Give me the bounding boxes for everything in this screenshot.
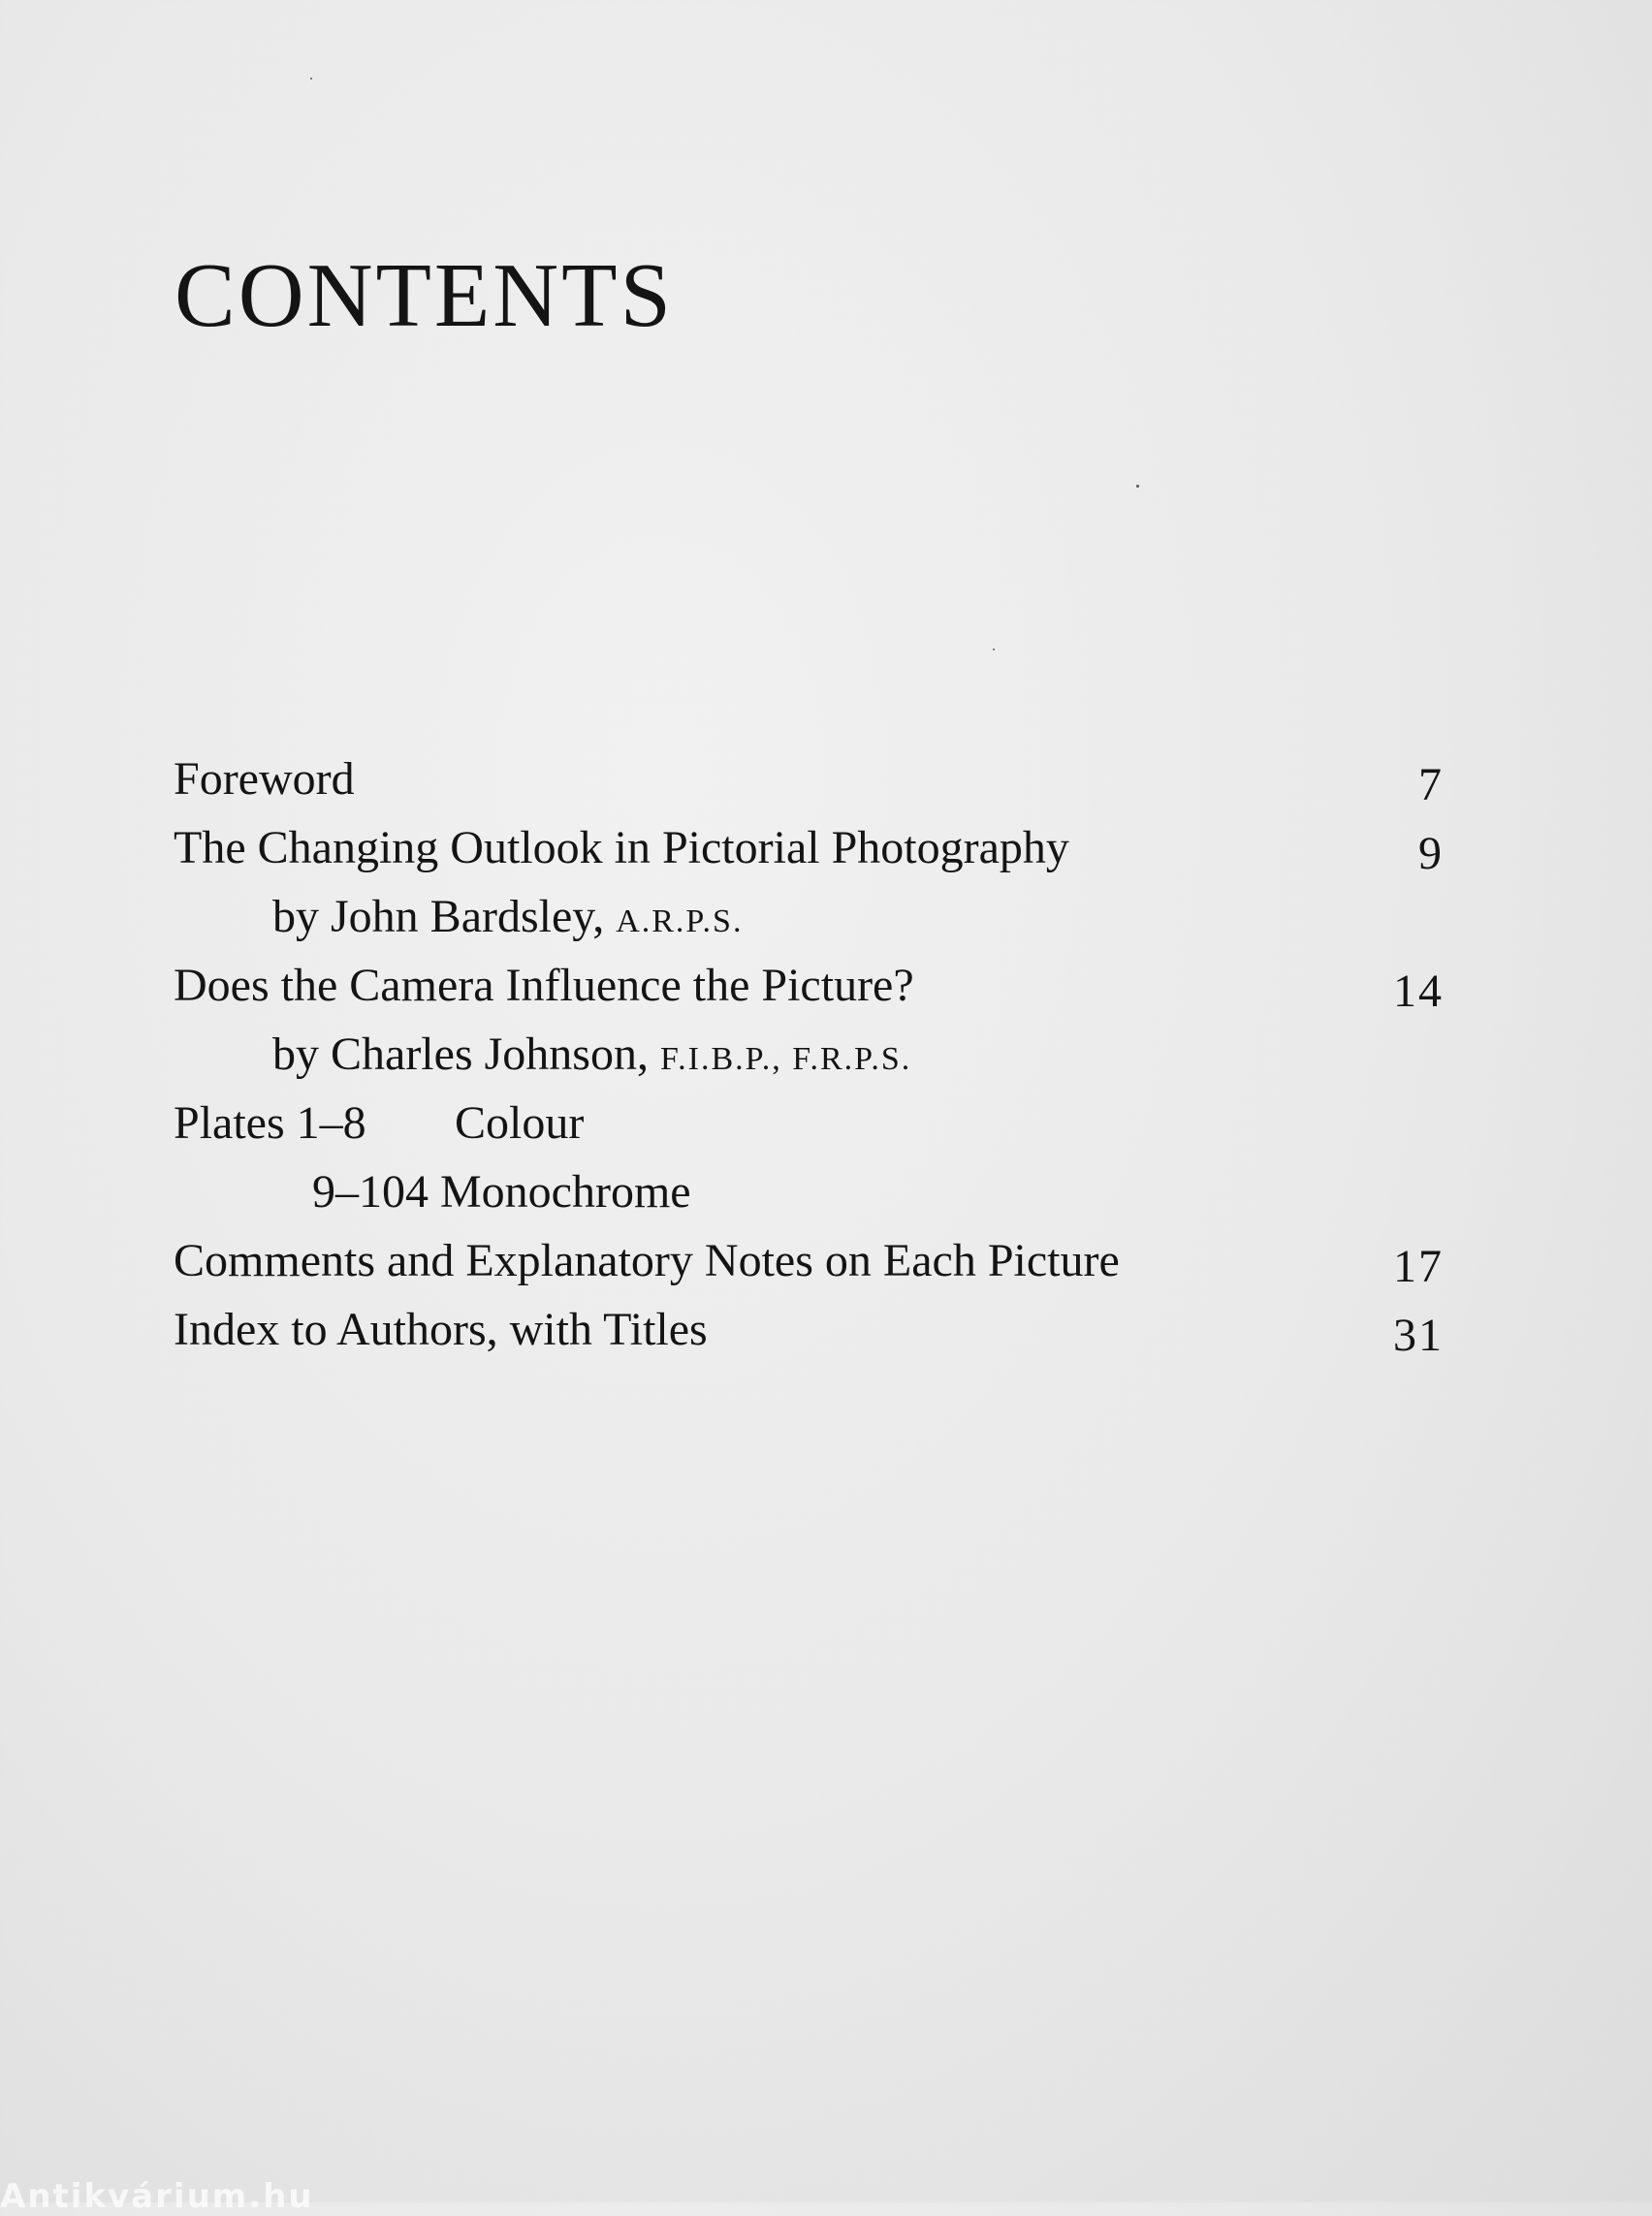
entry-title: Does the Camera Influence the Picture? xyxy=(174,960,914,1011)
author-credentials: F.I.B.P., F.R.P.S. xyxy=(659,1041,912,1077)
toc-entry-plates-monochrome xyxy=(174,1157,1444,1226)
toc-entry-author-line xyxy=(174,1020,1444,1089)
toc-entry-camera-influence xyxy=(174,951,1444,1020)
entry-title: Foreword xyxy=(174,753,355,805)
toc-entry-plates-colour xyxy=(174,1089,1444,1157)
toc-entry-changing-outlook xyxy=(174,813,1444,882)
toc-entry-index xyxy=(174,1295,1444,1364)
author-credentials: A.R.P.S. xyxy=(616,903,744,939)
paper-speck xyxy=(993,649,995,650)
table-of-contents xyxy=(174,744,1444,1364)
page-number: 7 xyxy=(1418,759,1444,810)
toc-entry-author-line xyxy=(174,882,1444,951)
entry-title: Index to Authors, with Titles xyxy=(174,1304,708,1355)
toc-entry-comments xyxy=(174,1226,1444,1295)
plates-label: Plates 1–8 xyxy=(174,1097,366,1149)
page-number: 31 xyxy=(1393,1310,1444,1361)
entry-title: The Changing Outlook in Pictorial Photography xyxy=(174,822,1069,873)
paper-speck xyxy=(310,78,312,79)
page-number: 9 xyxy=(1418,828,1444,879)
paper-speck xyxy=(1136,485,1139,488)
page-title: CONTENTS xyxy=(175,245,674,346)
page-number: 17 xyxy=(1393,1241,1444,1292)
plates-mono-range: 9–104 xyxy=(312,1166,429,1218)
author-name: by Charles Johnson, xyxy=(272,1029,660,1080)
plates-monochrome-label: Monochrome xyxy=(440,1166,691,1218)
watermark: Antikvárium.hu xyxy=(0,2177,314,2216)
entry-title: Comments and Explanatory Notes on Each Picture xyxy=(174,1235,1120,1286)
plates-colour-label: Colour xyxy=(455,1097,585,1149)
toc-entry-foreword xyxy=(174,744,1444,813)
page-number: 14 xyxy=(1393,966,1444,1017)
author-name: by John Bardsley, xyxy=(272,891,617,942)
